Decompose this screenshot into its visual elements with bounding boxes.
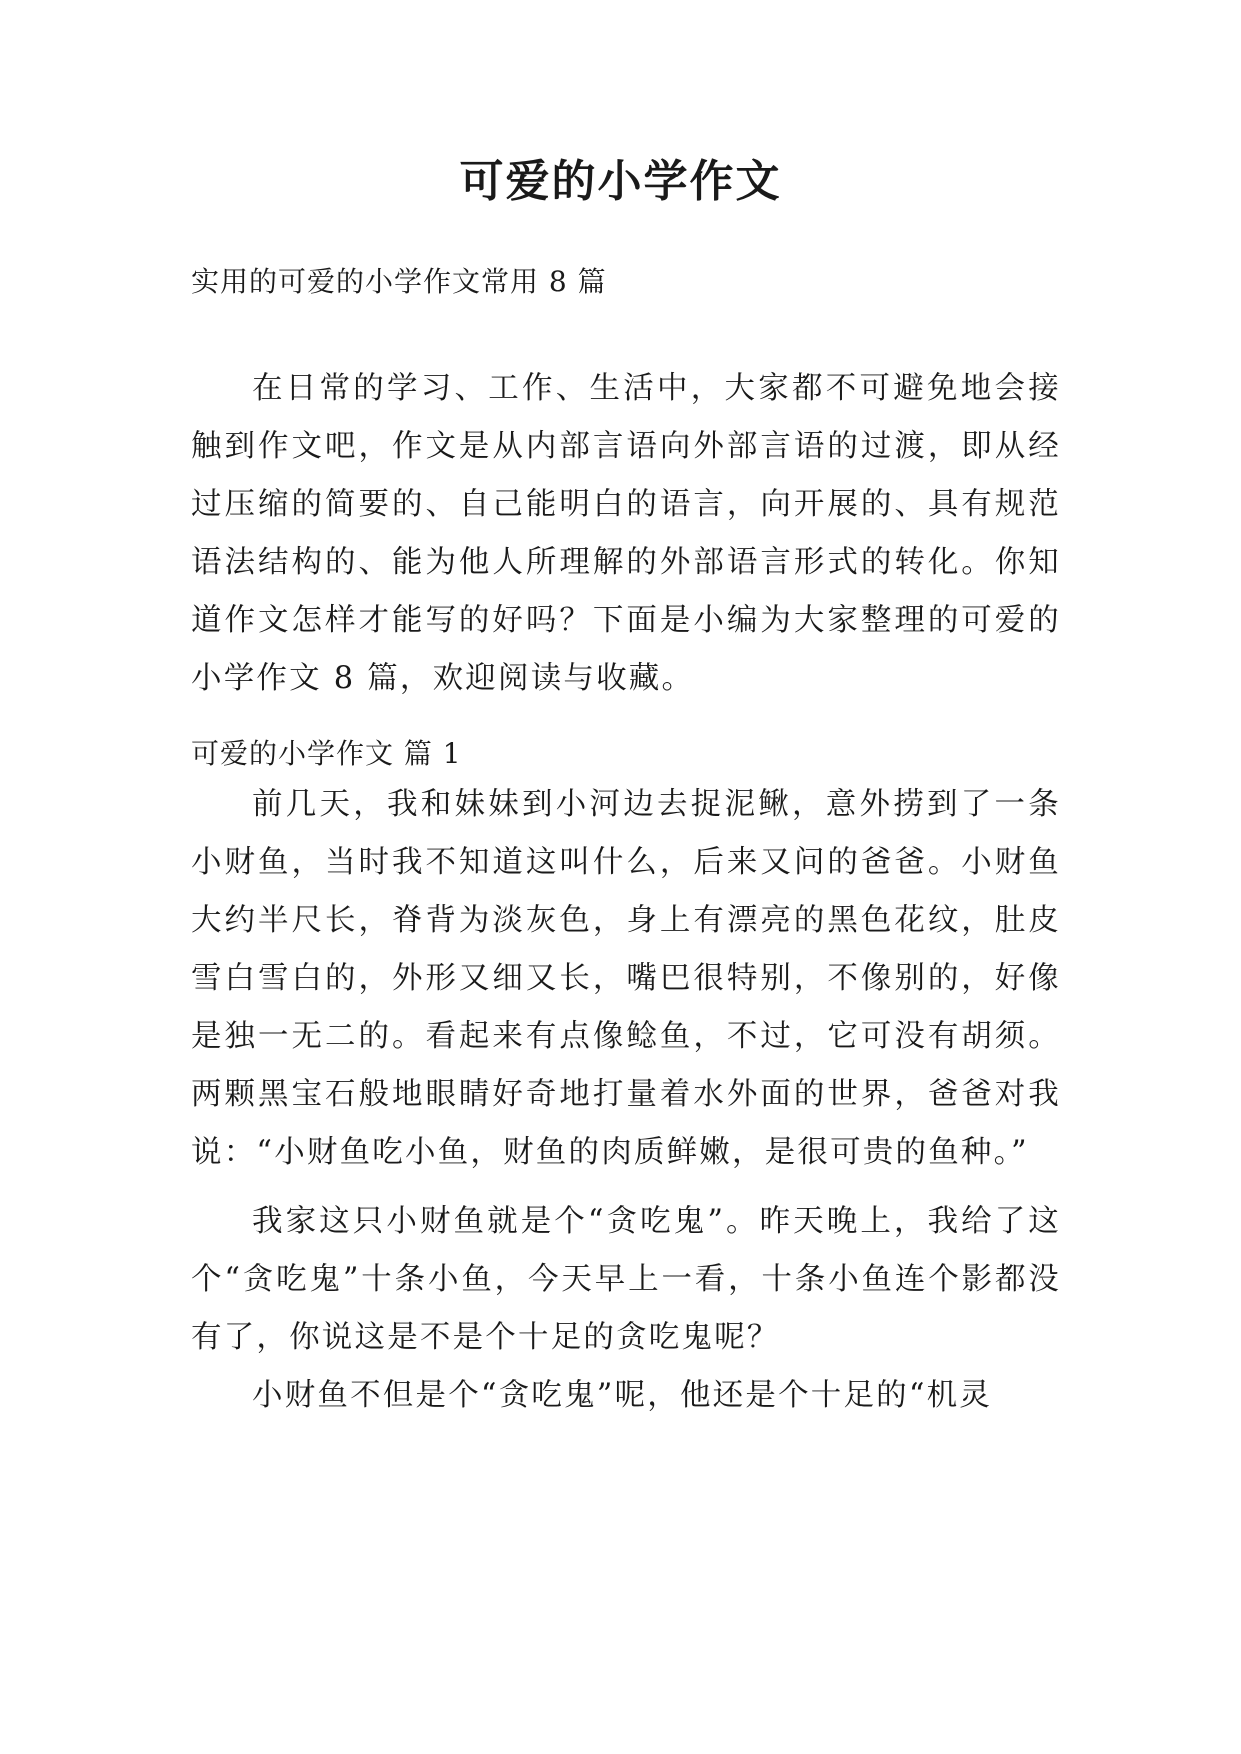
document-subtitle: 实用的可爱的小学作文常用 8 篇 <box>191 265 607 298</box>
body-paragraph-3: 小财鱼不但是个“贪吃鬼”呢，他还是个十足的“机灵 <box>252 1378 993 1413</box>
document-title: 可爱的小学作文 <box>459 156 782 207</box>
section-heading: 可爱的小学作文 篇 1 <box>191 737 462 770</box>
intro-paragraph: 在日常的学习、工作、生活中，大家都不可避免地会接触到作文吧，作文是从内部言语向外部言语的过渡，即从经过压缩的简要的、自己能明白的语言，向开展的、具有规范语法结构的、能为他人所理解的外部语言形式的转化。你知道作文怎样才能写的好吗？下面是小编为大家整理的可爱的小学作文 8 篇，欢迎阅读与收藏。 <box>191 371 1061 696</box>
body-paragraph-2: 我家这只小财鱼就是个“贪吃鬼”。昨天晚上，我给了这个“贪吃鬼”十条小鱼，今天早上一看，十条小鱼连个影都没有了，你说这是不是个十足的贪吃鬼呢？ <box>191 1204 1061 1355</box>
body-paragraph-1: 前几天，我和妹妹到小河边去捉泥鳅，意外捞到了一条小财鱼，当时我不知道这叫什么，后来又问的爸爸。小财鱼大约半尺长，脊背为淡灰色，身上有漂亮的黑色花纹，肚皮雪白雪白的，外形又细又长，嘴巴很特别，不像别的，好像是独一无二的。看起来有点像鲶鱼，不过，它可没有胡须。两颗黑宝石般地眼睛好奇地打量着水外面的世界，爸爸对我说：“小财鱼吃小鱼，财鱼的肉质鲜嫩，是很可贵的鱼种。” <box>191 787 1061 1170</box>
